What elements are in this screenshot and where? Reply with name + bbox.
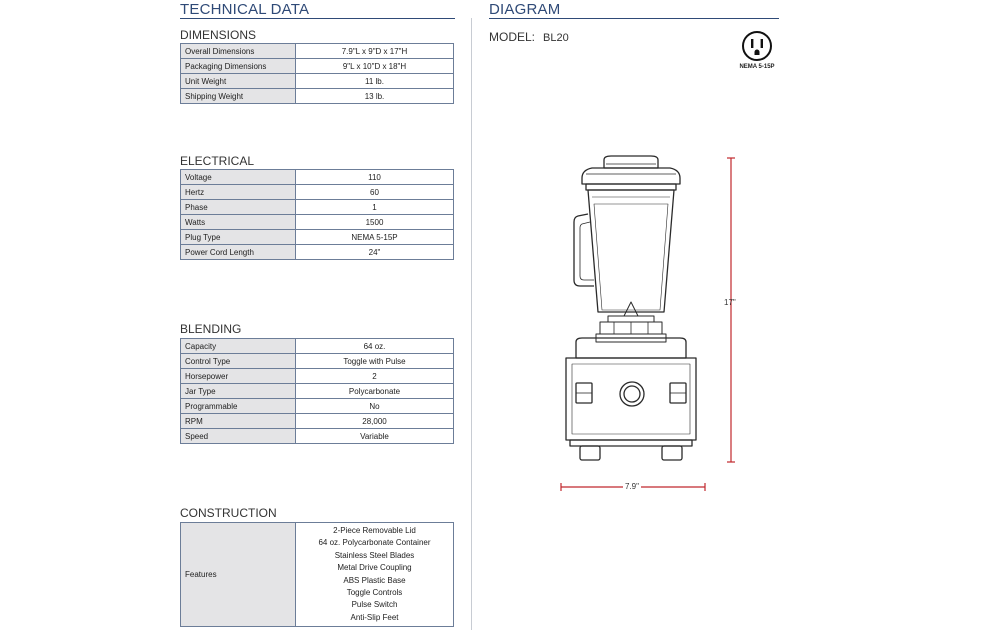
foot-right (662, 446, 682, 460)
blender-diagram (556, 152, 706, 464)
construction-table (180, 522, 454, 627)
row-value: 64 oz. (296, 339, 454, 354)
table-row (181, 74, 454, 89)
row-label: Watts (181, 215, 296, 230)
row-label: Programmable (181, 399, 296, 414)
table-row (181, 384, 454, 399)
row-value: 60 (296, 185, 454, 200)
list-item: Pulse Switch (351, 600, 398, 610)
row-label: Hertz (181, 185, 296, 200)
dimensions-table (180, 43, 454, 104)
row-label: Horsepower (181, 369, 296, 384)
row-label: Control Type (181, 354, 296, 369)
base-body (566, 358, 696, 440)
table-row (181, 354, 454, 369)
row-value: 11 lb. (296, 74, 454, 89)
diagram-title: DIAGRAM (489, 2, 779, 19)
row-value: NEMA 5-15P (296, 230, 454, 245)
nema-plug-icon (741, 30, 773, 62)
row-label: Packaging Dimensions (181, 59, 296, 74)
column-divider (471, 18, 472, 630)
list-item: Anti-Slip Feet (350, 612, 399, 622)
model-label: MODEL: (489, 30, 536, 44)
lid (582, 168, 680, 184)
row-value: Variable (296, 429, 454, 444)
row-label: Capacity (181, 339, 296, 354)
table-row (181, 414, 454, 429)
list-item: Toggle Controls (346, 587, 403, 597)
height-dimension-line (726, 157, 736, 463)
row-label: Features (181, 523, 296, 627)
width-label: 7.9" (625, 482, 639, 491)
row-value: 2 (296, 369, 454, 384)
row-value: No (296, 399, 454, 414)
list-item: ABS Plastic Base (343, 575, 406, 585)
table-row (181, 369, 454, 384)
table-row (181, 429, 454, 444)
table-row (181, 399, 454, 414)
height-label: 17" (724, 298, 736, 307)
row-value: Polycarbonate (296, 384, 454, 399)
row-value: 24" (296, 245, 454, 260)
foot-left (580, 446, 600, 460)
row-label: Overall Dimensions (181, 44, 296, 59)
row-label: Jar Type (181, 384, 296, 399)
row-label: Voltage (181, 170, 296, 185)
base-top (576, 338, 686, 358)
table-row (181, 245, 454, 260)
table-row (181, 59, 454, 74)
list-item: 2-Piece Removable Lid (333, 525, 416, 535)
row-label: Unit Weight (181, 74, 296, 89)
blending-heading: BLENDING (180, 322, 242, 336)
row-label: Power Cord Length (181, 245, 296, 260)
table-row (181, 170, 454, 185)
table-row (181, 44, 454, 59)
list-item: 64 oz. Polycarbonate Container (318, 538, 431, 548)
table-row (181, 215, 454, 230)
plug-caption: NEMA 5-15P (739, 64, 775, 70)
row-value: 13 lb. (296, 89, 454, 104)
blending-table (180, 338, 454, 444)
table-row (181, 230, 454, 245)
table-row (181, 339, 454, 354)
table-row (181, 523, 454, 627)
row-value: Toggle with Pulse (296, 354, 454, 369)
row-value: 7.9"L x 9"D x 17"H (296, 44, 454, 59)
lid-cap (604, 156, 658, 168)
dimensions-heading: DIMENSIONS (180, 28, 257, 42)
model-row (489, 30, 569, 44)
row-label: RPM (181, 414, 296, 429)
table-row (181, 185, 454, 200)
row-value: 1 (296, 200, 454, 215)
jar-rim (586, 184, 676, 190)
row-label: Speed (181, 429, 296, 444)
construction-heading: CONSTRUCTION (180, 506, 277, 520)
features-list (296, 523, 454, 627)
row-value: 110 (296, 170, 454, 185)
row-label: Shipping Weight (181, 89, 296, 104)
row-label: Plug Type (181, 230, 296, 245)
table-row (181, 200, 454, 215)
row-value: 9"L x 10"D x 18"H (296, 59, 454, 74)
electrical-heading: ELECTRICAL (180, 154, 255, 168)
row-value: 28,000 (296, 414, 454, 429)
electrical-table (180, 169, 454, 260)
list-item: Metal Drive Coupling (337, 563, 412, 573)
row-value: 1500 (296, 215, 454, 230)
table-row (181, 89, 454, 104)
technical-data-title: TECHNICAL DATA (180, 2, 455, 19)
list-item: Stainless Steel Blades (334, 550, 415, 560)
model-value: BL20 (543, 32, 569, 44)
row-label: Phase (181, 200, 296, 215)
